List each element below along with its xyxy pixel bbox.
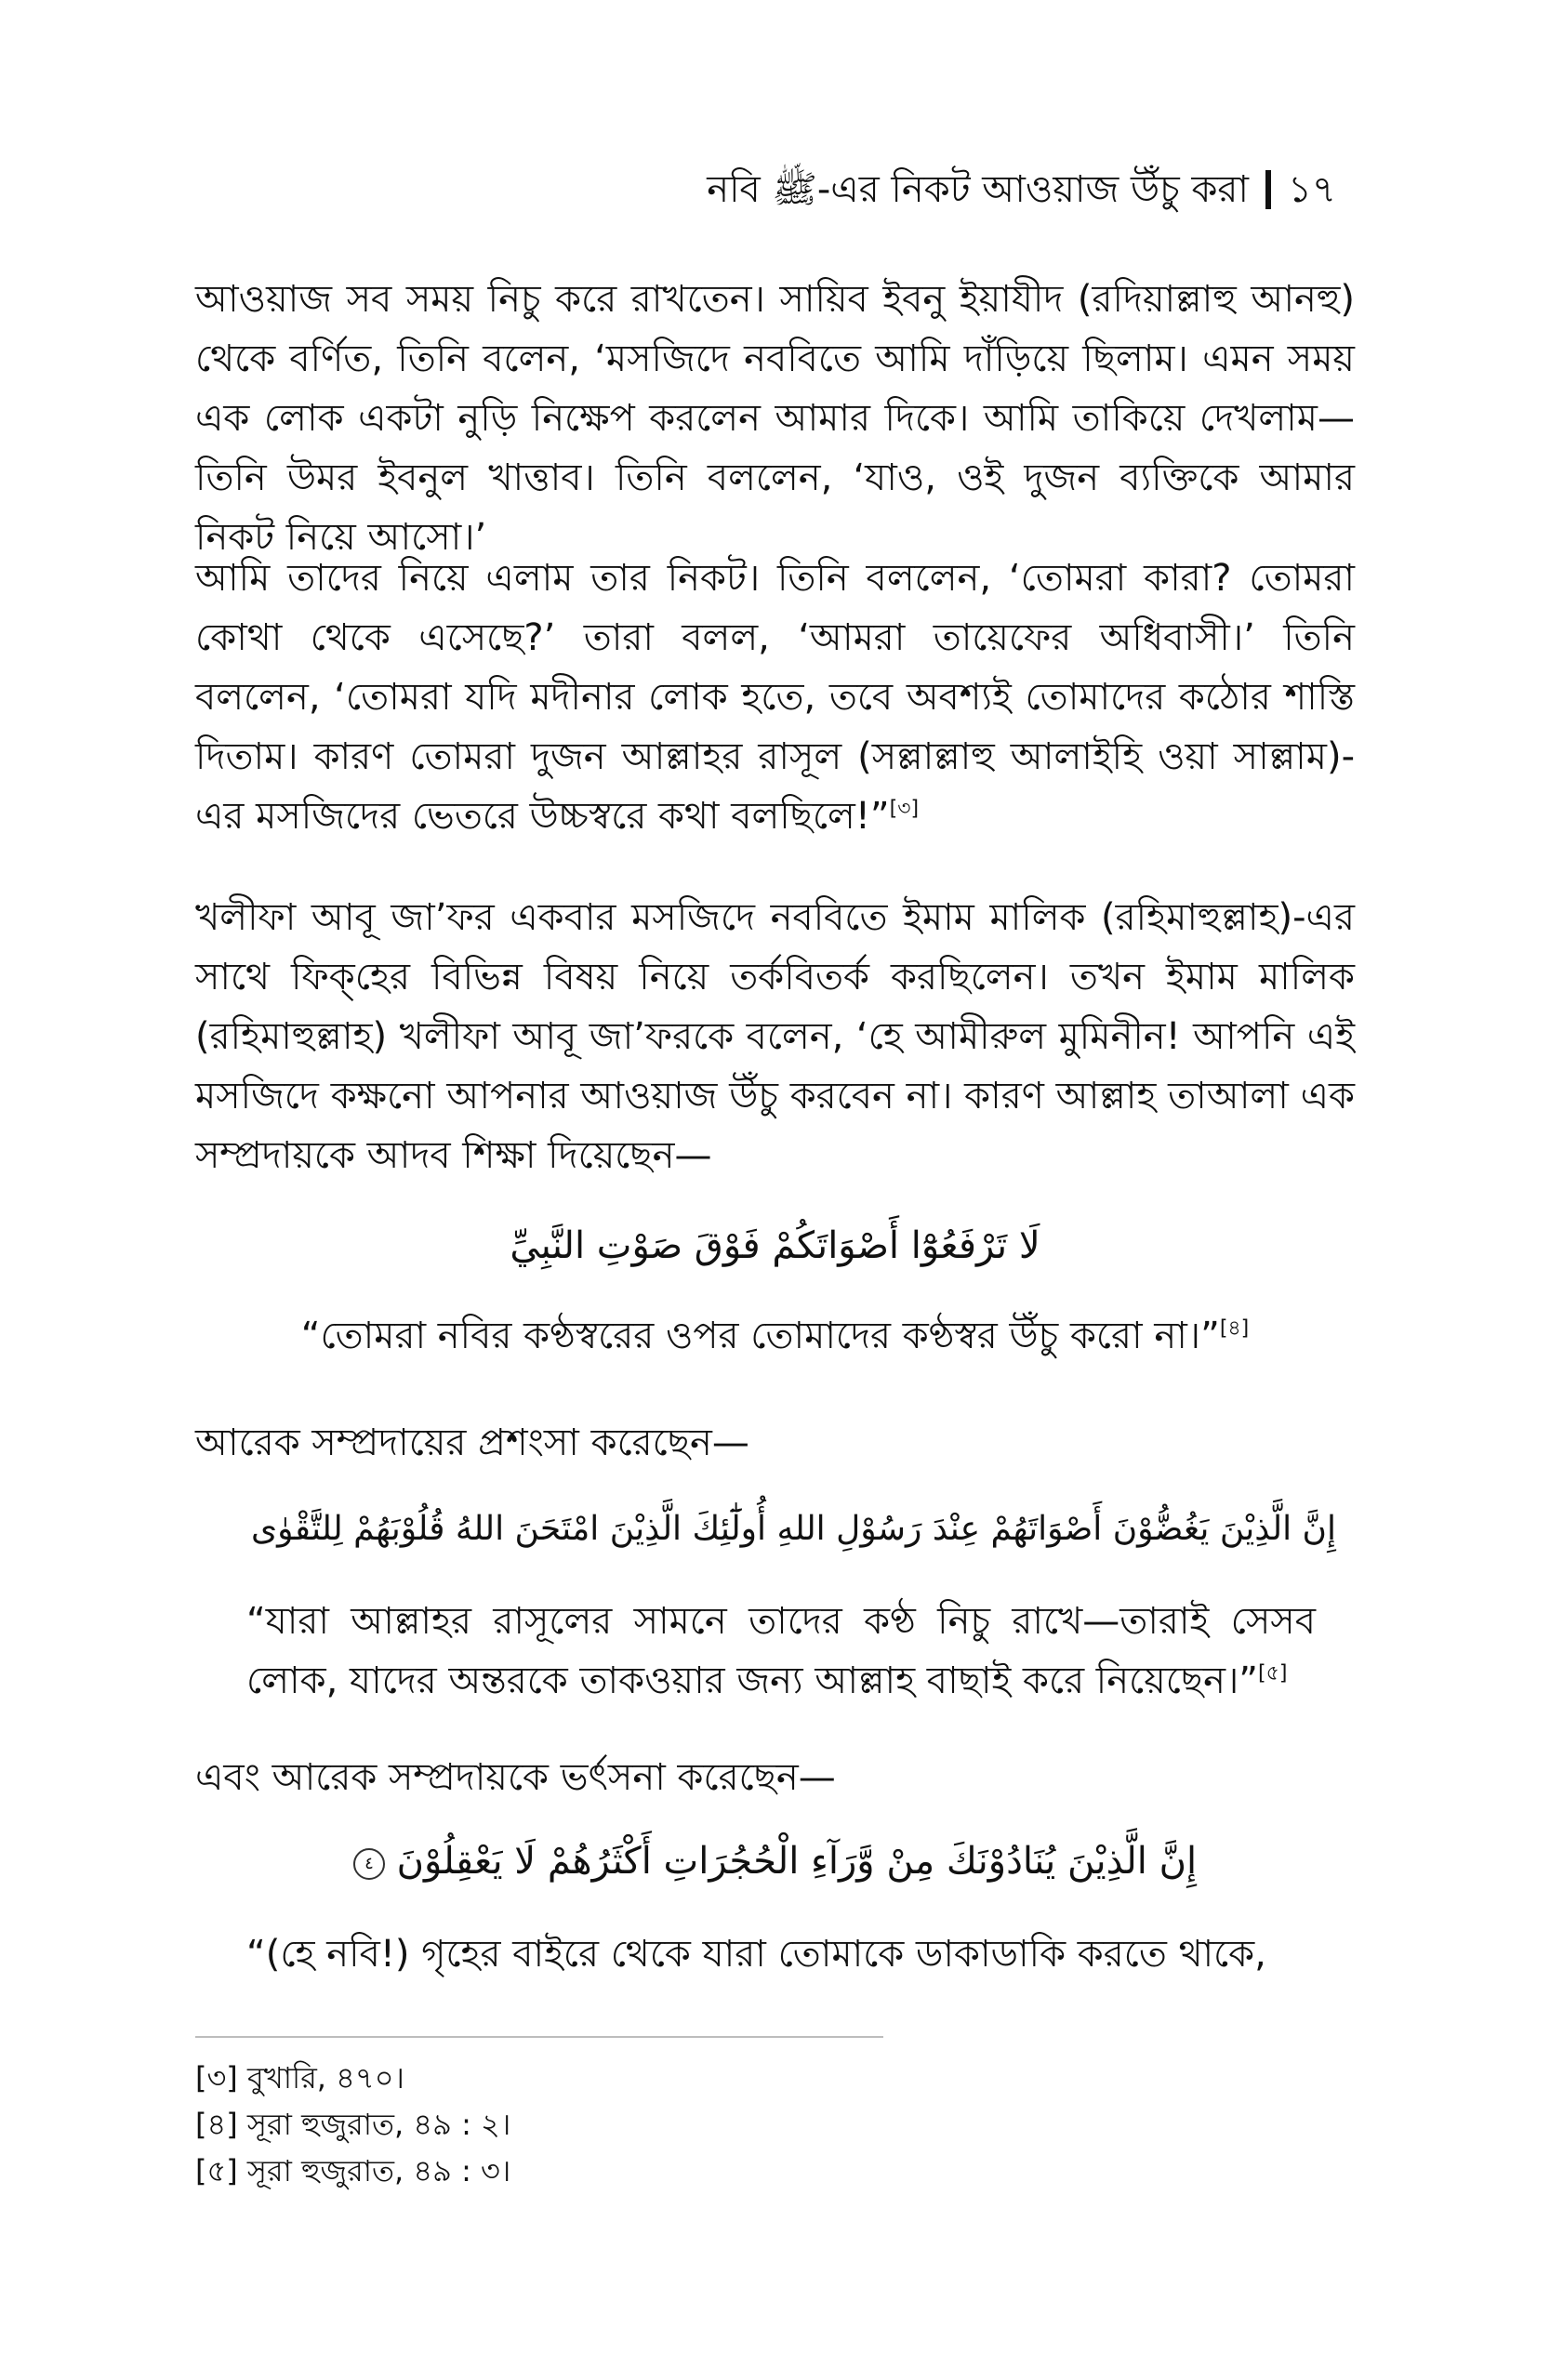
footnote-divider bbox=[195, 2036, 883, 2038]
verse-translation-3-text: “(হে নবি!) গৃহের বাইরে থেকে যারা তোমাকে ডাকাডাকি করতে থাকে, bbox=[246, 1933, 1266, 1976]
page-number: ১৭ bbox=[1288, 168, 1336, 211]
ayah-number-mark: ٤ bbox=[353, 1848, 385, 1880]
arabic-verse-3-text: إِنَّ الَّذِيْنَ يُنَادُوْنَكَ مِنْ وَّرَآءِ الْحُجُرَاتِ أَكْثَرُهُمْ لَا يَعْقِلُوْنَ bbox=[396, 1840, 1198, 1883]
paragraph-1-text: আওয়াজ সব সময় নিচু করে রাখতেন। সায়িব ইবনু ইয়াযীদ (রদিয়াল্লাহু আনহু) থেকে বর্ণিত, তিনি বলেন, ‘মসজিদে নববিতে আমি দাঁড়িয়ে ছিলাম। এমন সময় এক লোক একটা নুড়ি নিক্ষেপ করলেন আমার দিকে। আমি তাকিয়ে দেখলাম—তিনি উমর ইবনুল খাত্তাব। তিনি বললেন, ‘যাও, ওই দুজন ব্যক্তিকে আমার নিকট নিয়ে আসো।’ bbox=[195, 278, 1355, 559]
footnote-4: [৪] সূরা হুজুরাত, ৪৯ : ২। bbox=[195, 2107, 511, 2142]
paragraph-5-text: এবং আরেক সম্প্রদায়কে ভর্ৎসনা করেছেন— bbox=[195, 1756, 836, 1799]
verse-translation-1-text: “তোমরা নবির কণ্ঠস্বরের ওপর তোমাদের কণ্ঠস্বর উঁচু করো না।” bbox=[300, 1315, 1220, 1357]
verse-translation-1 bbox=[195, 1306, 1355, 1366]
arabic-verse-3 bbox=[195, 1833, 1355, 1889]
paragraph-2-text bbox=[195, 549, 1355, 846]
footnote-5: [৫] সূরা হুজুরাত, ৪৯ : ৩। bbox=[195, 2153, 511, 2188]
running-header bbox=[707, 165, 1336, 214]
footnote-ref-5: [৫] bbox=[1257, 1661, 1288, 1686]
paragraph-4-text: আরেক সম্প্রদায়ের প্রশংসা করেছেন— bbox=[195, 1421, 749, 1464]
footnote-ref-3: [৩] bbox=[889, 797, 920, 821]
verse-translation-3 bbox=[246, 1924, 1316, 1984]
paragraph-3-text: খলীফা আবূ জা’ফর একবার মসজিদে নববিতে ইমাম মালিক (রহিমাহুল্লাহ)-এর সাথে ফিক্‌হের বিভিন্ন বিষয় নিয়ে তর্কবিতর্ক করছিলেন। তখন ইমাম মালিক (রহিমাহুল্লাহ) খলীফা আবূ জা’ফরকে বলেন, ‘হে আমীরুল মুমিনীন! আপনি এই মসজিদে কক্ষনো আপনার আওয়াজ উঁচু করবেন না। কারণ আল্লাহ তাআলা এক সম্প্রদায়কে আদব শিক্ষা দিয়েছেন— bbox=[195, 896, 1355, 1177]
verse-translation-2-body: “যারা আল্লাহর রাসূলের সামনে তাদের কণ্ঠ নিচু রাখে—তারাই সেসব লোক, যাদের অন্তরকে তাকওয়ার জন্য আল্লাহ বাছাই করে নিয়েছেন।” bbox=[246, 1600, 1316, 1702]
paragraph-5 bbox=[195, 1748, 1355, 1807]
header-separator bbox=[1265, 170, 1271, 209]
paragraph-3 bbox=[195, 888, 1355, 1185]
verse-translation-2-text bbox=[246, 1592, 1316, 1711]
arabic-verse-1: لَا تَرْفَعُوْٓا أَصْوَاتَكُمْ فَوْقَ صَوْتِ النَّبِيِّ bbox=[510, 1224, 1040, 1267]
footnote-ref-4: [৪] bbox=[1219, 1316, 1250, 1341]
arabic-verse-2: إِنَّ الَّذِيْنَ يَغُضُّوْنَ أَصْوَاتَهُمْ عِنْدَ رَسُوْلِ اللهِ أُولَٰٓئِكَ الَّذِيْنَ امْتَحَنَ اللهُ قُلُوْبَهُمْ لِلتَّقْوٰى bbox=[250, 1510, 1336, 1548]
verse-translation-2 bbox=[246, 1592, 1316, 1711]
paragraph-2-body: আমি তাদের নিয়ে এলাম তার নিকট। তিনি বললেন, ‘তোমরা কারা? তোমরা কোথা থেকে এসেছে?’ তারা বলল, ‘আমরা তায়েফের অধিবাসী।’ তিনি বললেন, ‘তোমরা যদি মদীনার লোক হতে, তবে অবশ্যই তোমাদের কঠোর শাস্তি দিতাম। কারণ তোমরা দুজন আল্লাহর রাসূল (সল্লাল্লাহু আলাইহি ওয়া সাল্লাম)-এর মসজিদের ভেতরে উচ্চস্বরে কথা বলছিলে!” bbox=[195, 557, 1355, 838]
paragraph-4 bbox=[195, 1413, 1355, 1473]
footnote-3: [৩] বুখারি, ৪৭০। bbox=[195, 2060, 404, 2096]
paragraph-2 bbox=[195, 549, 1355, 846]
chapter-title: নবি ﷺ-এর নিকট আওয়াজ উঁচু করা bbox=[707, 168, 1250, 211]
paragraph-1 bbox=[195, 270, 1355, 567]
